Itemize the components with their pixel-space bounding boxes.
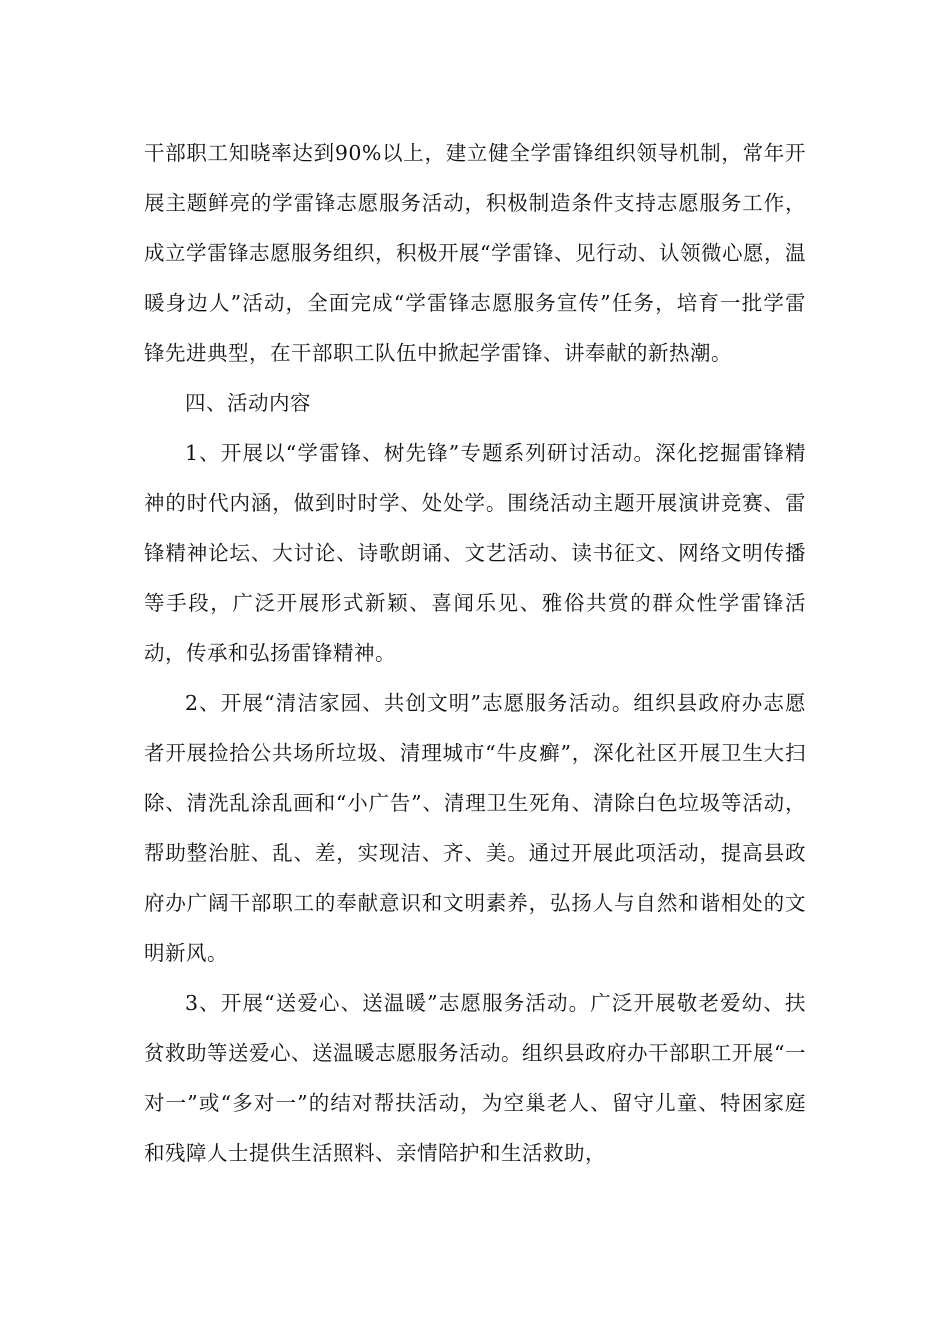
paragraph-item-3: 3、开展“送爱心、送温暖”志愿服务活动。广泛开展敬老爱幼、扶贫救助等送爱心、送温暖志愿服务活动。组织县政府办干部职工开展“一对一”或“多对一”的结对帮扶活动，为空巢老人、留守儿童、特困家庭和残障人士提供生活照料、亲情陪护和生活救助， (144, 991, 806, 1165)
section-heading: 四、活动内容 (185, 391, 311, 415)
paragraph-continuation: 干部职工知晓率达到90%以上，建立健全学雷锋组织领导机制，常年开展主题鲜亮的学雷锋志愿服务活动，积极制造条件支持志愿服务工作，成立学雷锋志愿服务组织，积极开展“学雷锋、见行动、认领微心愿，温暖身边人”活动，全面完成“学雷锋志愿服务宣传”任务，培育一批学雷锋先进典型，在干部职工队伍中掀起学雷锋、讲奉献的新热潮。 (144, 141, 806, 365)
document-body (144, 128, 806, 1178)
paragraph-item-2: 2、开展“清洁家园、共创文明”志愿服务活动。组织县政府办志愿者开展捡拾公共场所垃圾、清理城市“牛皮癣”，深化社区开展卫生大扫除、清洗乱涂乱画和“小广告”、清理卫生死角、清除白色垃圾等活动，帮助整治脏、乱、差，实现洁、齐、美。通过开展此项活动，提高县政府办广阔干部职工的奉献意识和文明素养，弘扬人与自然和谐相处的文明新风。 (144, 691, 806, 965)
paragraph-item-1: 1、开展以“学雷锋、树先锋”专题系列研讨活动。深化挖掘雷锋精神的时代内涵，做到时时学、处处学。围绕活动主题开展演讲竞赛、雷锋精神论坛、大讨论、诗歌朗诵、文艺活动、读书征文、网络文明传播等手段，广泛开展形式新颖、喜闻乐见、雅俗共赏的群众性学雷锋活动，传承和弘扬雷锋精神。 (144, 441, 806, 665)
